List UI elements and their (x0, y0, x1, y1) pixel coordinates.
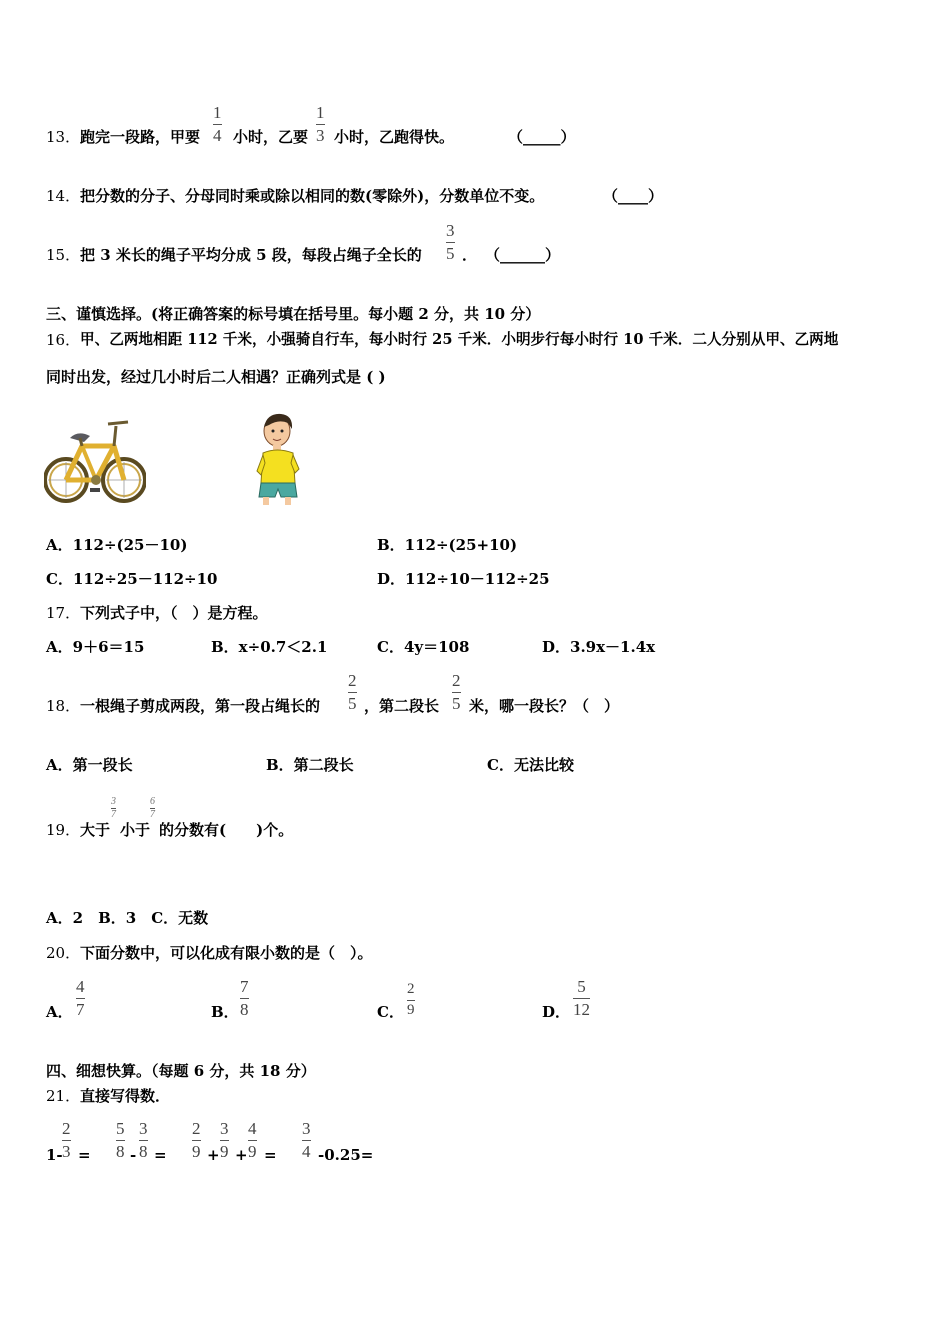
q18-fraction-1 (348, 671, 357, 713)
denominator: 4 (213, 126, 222, 145)
expr3-fraction-1 (192, 1119, 201, 1161)
denominator: 3 (62, 1142, 71, 1161)
denominator: 7 (76, 1000, 85, 1019)
q13-number: 13． (46, 128, 81, 146)
q20-option-d-fraction[interactable] (573, 977, 590, 1019)
numerator: 4 (76, 977, 85, 996)
q17-option-a[interactable]: A．9＋6＝15 (46, 638, 145, 656)
q20-option-a-fraction[interactable] (76, 977, 85, 1019)
q16-option-c[interactable]: C．112÷25－112÷10 (46, 570, 218, 588)
numerator: 5 (577, 977, 586, 996)
numerator: 1 (316, 103, 325, 122)
q13-text-c: 小时，乙跑得快。 (334, 128, 455, 146)
q21-number: 21． (46, 1087, 81, 1105)
expr4-rest: -0.25= (318, 1146, 374, 1164)
q20-option-c-fraction[interactable] (407, 981, 415, 1019)
denominator: 5 (348, 694, 357, 713)
q18-text-c: 米，哪一段长？（ ） (469, 697, 620, 715)
denominator: 9 (220, 1142, 229, 1161)
denominator: 3 (316, 126, 325, 145)
q19-text-a: 大于 (80, 821, 111, 839)
q19-text-c: 的分数有( )个。 (159, 821, 294, 839)
q16-text-line1: 甲、乙两地相距 112 千米，小强骑自行车，每小时行 25 千米．小明步行每小时行 10 千米．二人分别从甲、乙两地 (80, 331, 839, 348)
section-4-heading: 四、细想快算。（每题 6 分，共 18 分） (46, 1062, 316, 1080)
denominator: 8 (240, 1000, 249, 1019)
expr3-equals: = (264, 1146, 277, 1164)
denominator: 9 (407, 1002, 415, 1018)
q20-option-b-label[interactable]: B． (211, 1003, 239, 1021)
numerator: 2 (348, 671, 357, 690)
q15-number: 15． (46, 246, 81, 264)
q20-option-a-label[interactable]: A． (46, 1003, 73, 1021)
q20-text: 下面分数中，可以化成有限小数的是（ ）。 (80, 944, 373, 962)
q16-number: 16． (46, 331, 81, 349)
expr3-fraction-3 (248, 1119, 257, 1161)
denominator: 7 (111, 809, 116, 820)
q15-answer-blank[interactable]: （______） (485, 246, 561, 264)
numerator: 5 (116, 1119, 125, 1138)
q15-fraction (446, 221, 455, 263)
expr1-prefix: 1- (46, 1146, 63, 1164)
expr3-plus-1: + (207, 1146, 220, 1164)
q15-text-a: 把 3 米长的绳子平均分成 5 段，每段占绳子全长的 (80, 246, 422, 264)
q18-text-a: 一根绳子剪成两段，第一段占绳长的 (80, 697, 321, 715)
bicycle-image (44, 416, 146, 510)
q20-number: 20． (46, 944, 81, 962)
q19-options[interactable]: A．2 B．3 C．无数 (46, 909, 209, 927)
denominator: 5 (446, 244, 455, 263)
q17-option-c[interactable]: C．4y＝108 (377, 638, 470, 656)
q15-text-b: ． (462, 246, 478, 264)
expr1-fraction (62, 1119, 71, 1161)
numerator: 1 (213, 103, 222, 122)
section-3-heading: 三、谨慎选择。(将正确答案的标号填在括号里。每小题 2 分，共 10 分） (46, 305, 541, 323)
numerator: 3 (139, 1119, 148, 1138)
expr3-plus-2: + (235, 1146, 248, 1164)
q19-fraction-2 (150, 797, 155, 820)
expr2-fraction-1 (116, 1119, 125, 1161)
denominator: 9 (192, 1142, 201, 1161)
q18-option-a[interactable]: A．第一段长 (46, 756, 133, 774)
q18-option-c[interactable]: C．无法比较 (487, 756, 574, 774)
q17-text: 下列式子中，（ ）是方程。 (80, 604, 268, 622)
expr1-equals: = (78, 1146, 91, 1164)
denominator: 9 (248, 1142, 257, 1161)
expr4-fraction (302, 1119, 311, 1161)
numerator: 2 (62, 1119, 71, 1138)
q14-number: 14． (46, 187, 81, 205)
denominator: 8 (116, 1142, 125, 1161)
denominator: 12 (573, 1000, 590, 1019)
q18-text-b: ，第二段长 (364, 697, 440, 715)
expr2-minus: - (130, 1146, 137, 1164)
q19-text-b: 小于 (120, 821, 151, 839)
q13-fraction-2 (316, 103, 325, 145)
q14-text: 把分数的分子、分母同时乘或除以相同的数(零除外)，分数单位不变。 (80, 187, 545, 205)
q18-fraction-2 (452, 671, 461, 713)
q17-number: 17． (46, 604, 81, 622)
numerator: 4 (248, 1119, 257, 1138)
q18-number: 18． (46, 697, 81, 715)
denominator: 4 (302, 1142, 311, 1161)
q20-option-d-label[interactable]: D． (542, 1003, 571, 1021)
q16-option-a[interactable]: A．112÷(25－10) (46, 536, 188, 554)
numerator: 3 (446, 221, 455, 240)
q16-text-line2: 同时出发，经过几小时后二人相遇？正确列式是 ( ) (46, 368, 386, 386)
numerator: 3 (111, 796, 116, 807)
numerator: 2 (407, 981, 415, 997)
q21-text: 直接写得数． (80, 1087, 171, 1105)
expr3-fraction-2 (220, 1119, 229, 1161)
numerator: 2 (192, 1119, 201, 1138)
q13-answer-blank[interactable]: （_____） (508, 128, 576, 146)
q19-fraction-1 (111, 797, 116, 820)
denominator: 8 (139, 1142, 148, 1161)
numerator: 2 (452, 671, 461, 690)
boy-image (255, 411, 305, 509)
q20-option-c-label[interactable]: C． (377, 1003, 404, 1021)
q17-option-d[interactable]: D．3.9x－1.4x (542, 638, 656, 656)
q16-option-d[interactable]: D．112÷10－112÷25 (377, 570, 550, 588)
numerator: 6 (150, 796, 155, 807)
numerator: 7 (240, 977, 249, 996)
q13-fraction-1 (213, 103, 222, 145)
denominator: 5 (452, 694, 461, 713)
q16-option-b[interactable]: B．112÷(25+10) (377, 536, 518, 554)
numerator: 3 (302, 1119, 311, 1138)
denominator: 7 (150, 809, 155, 820)
q17-option-b[interactable]: B．x÷0.7＜2.1 (211, 638, 328, 656)
expr2-fraction-2 (139, 1119, 148, 1161)
q20-option-b-fraction[interactable] (240, 977, 249, 1019)
q13-text-a: 跑完一段路，甲要 (80, 128, 201, 146)
expr2-equals: = (154, 1146, 167, 1164)
numerator: 3 (220, 1119, 229, 1138)
q18-option-b[interactable]: B．第二段长 (266, 756, 354, 774)
q13-text-b: 小时，乙要 (233, 128, 309, 146)
q14-answer-blank[interactable]: （____） (603, 187, 664, 205)
q19-number: 19． (46, 821, 81, 839)
